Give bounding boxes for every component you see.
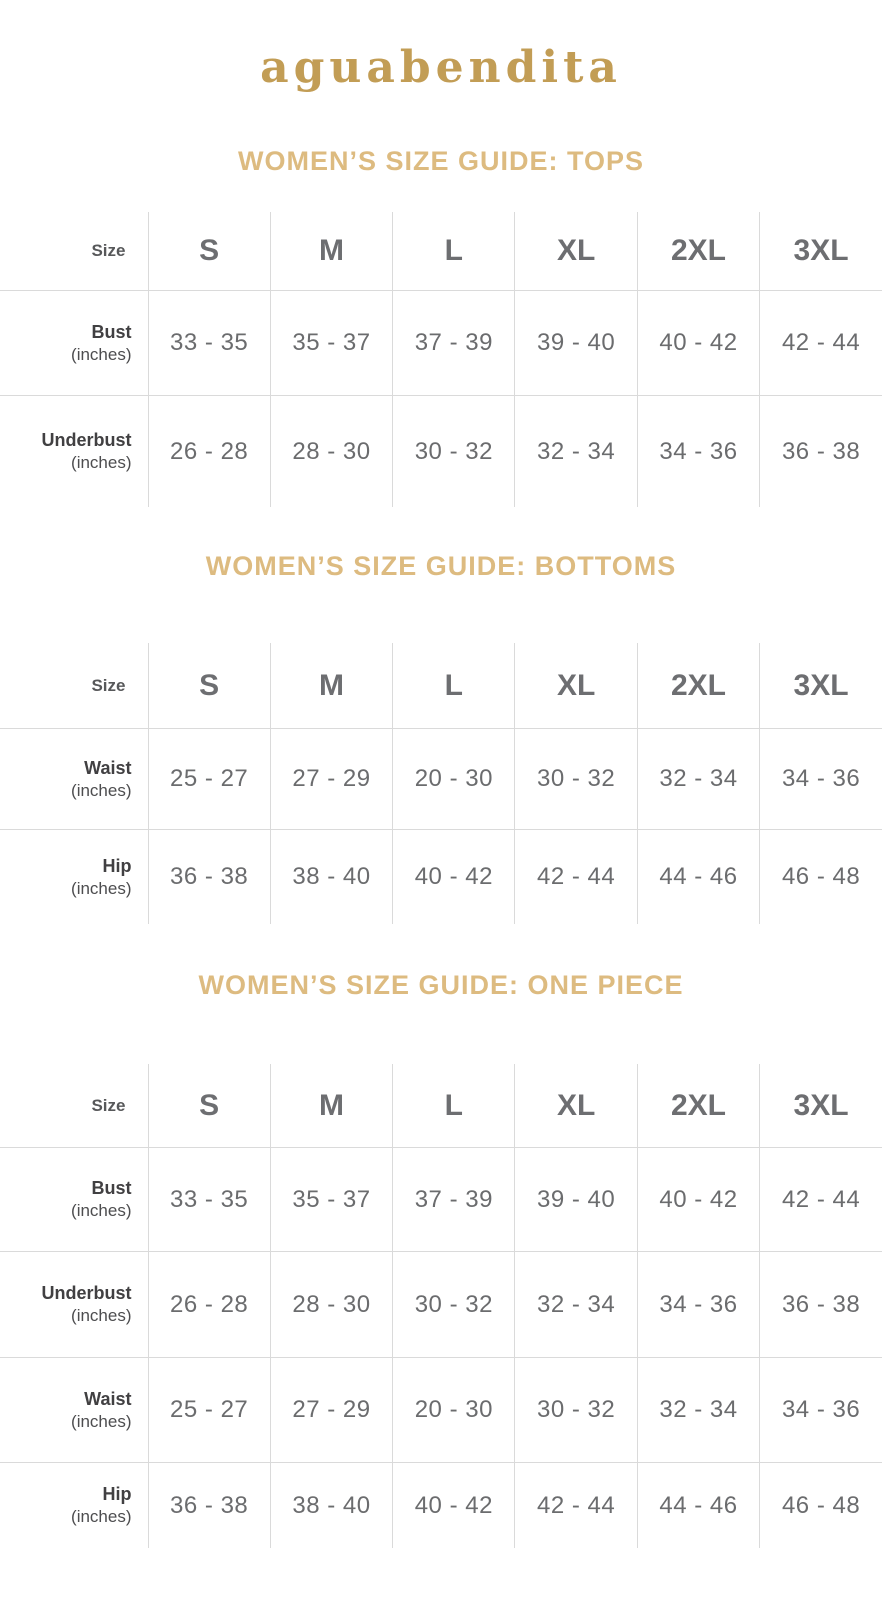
value-cell: 32 - 34 (637, 1358, 759, 1463)
value-cell: 30 - 32 (393, 396, 515, 508)
measurement-name: Bust (91, 321, 132, 342)
row-label-waist (0, 729, 148, 830)
table-header-row (0, 212, 882, 291)
table-header-row (0, 643, 882, 729)
value-cell: 38 - 40 (270, 830, 392, 925)
column-header-2xl: 2XL (637, 212, 759, 291)
value-cell: 27 - 29 (270, 1358, 392, 1463)
value-cell: 34 - 36 (760, 1358, 882, 1463)
value-cell: 32 - 34 (637, 729, 759, 830)
value-cell: 32 - 34 (515, 396, 637, 508)
section-title-one-piece: WOMEN’S SIZE GUIDE: ONE PIECE (198, 970, 684, 1000)
value-cell: 27 - 29 (270, 729, 392, 830)
section-title-bottoms: WOMEN’S SIZE GUIDE: BOTTOMS (205, 551, 677, 581)
value-cell: 30 - 32 (515, 1358, 637, 1463)
value-cell: 44 - 46 (637, 1463, 759, 1549)
measurement-name: Underbust (41, 430, 132, 450)
table-row-waist (0, 1358, 882, 1463)
value-cell: 33 - 35 (148, 291, 270, 396)
measurement-unit: (inches) (71, 1411, 132, 1431)
column-header-xl: XL (515, 212, 637, 291)
value-cell: 33 - 35 (148, 1148, 270, 1252)
row-label-waist (0, 1358, 148, 1463)
table-row-underbust (0, 396, 882, 508)
value-cell: 30 - 32 (515, 729, 637, 830)
value-cell: 36 - 38 (148, 830, 270, 925)
value-cell: 46 - 48 (760, 830, 882, 925)
measurement-unit: (inches) (71, 878, 132, 898)
value-cell: 39 - 40 (515, 291, 637, 396)
table-row-hip (0, 1463, 882, 1549)
value-cell: 32 - 34 (515, 1252, 637, 1358)
value-cell: 42 - 44 (760, 1148, 882, 1252)
measurement-name: Waist (84, 1388, 132, 1409)
value-cell: 36 - 38 (760, 396, 882, 508)
size-corner-label: Size (0, 643, 148, 729)
value-cell: 40 - 42 (393, 830, 515, 925)
brand-logo: aguabendita (260, 42, 622, 93)
size-table-bottoms (0, 643, 882, 924)
measurement-unit: (inches) (71, 1201, 132, 1220)
measurement-name: Hip (102, 855, 132, 876)
table-row-bust (0, 291, 882, 396)
value-cell: 46 - 48 (760, 1463, 882, 1549)
column-header-l: L (393, 1064, 515, 1148)
column-header-m: M (270, 1064, 392, 1148)
value-cell: 36 - 38 (760, 1252, 882, 1358)
column-header-l: L (393, 643, 515, 729)
value-cell: 42 - 44 (760, 291, 882, 396)
value-cell: 44 - 46 (637, 830, 759, 925)
table-row-hip (0, 830, 882, 925)
table-row-underbust (0, 1252, 882, 1358)
row-label-hip (0, 830, 148, 925)
value-cell: 37 - 39 (393, 291, 515, 396)
value-cell: 37 - 39 (393, 1148, 515, 1252)
column-header-xl: XL (515, 1064, 637, 1148)
value-cell: 20 - 30 (393, 729, 515, 830)
value-cell: 39 - 40 (515, 1148, 637, 1252)
value-cell: 26 - 28 (148, 1252, 270, 1358)
column-header-2xl: 2XL (637, 643, 759, 729)
row-label-bust (0, 291, 148, 396)
column-header-xl: XL (515, 643, 637, 729)
value-cell: 28 - 30 (270, 396, 392, 508)
measurement-name: Underbust (41, 1283, 132, 1303)
size-table-tops (0, 212, 882, 507)
measurement-unit: (inches) (71, 453, 132, 472)
column-header-m: M (270, 643, 392, 729)
section-title-tops: WOMEN’S SIZE GUIDE: TOPS (237, 146, 645, 176)
value-cell: 40 - 42 (637, 1148, 759, 1252)
value-cell: 34 - 36 (637, 396, 759, 508)
column-header-s: S (148, 1064, 270, 1148)
value-cell: 36 - 38 (148, 1463, 270, 1549)
measurement-unit: (inches) (71, 344, 132, 364)
column-header-s: S (148, 212, 270, 291)
value-cell: 35 - 37 (270, 1148, 392, 1252)
size-corner-label: Size (0, 1064, 148, 1148)
measurement-name: Bust (91, 1178, 132, 1198)
column-header-l: L (393, 212, 515, 291)
size-table-one-piece (0, 1064, 882, 1548)
value-cell: 42 - 44 (515, 1463, 637, 1549)
row-label-underbust (0, 396, 148, 508)
column-header-3xl: 3XL (760, 1064, 882, 1148)
size-corner-label: Size (0, 212, 148, 291)
value-cell: 20 - 30 (393, 1358, 515, 1463)
table-header-row (0, 1064, 882, 1148)
measurement-name: Hip (102, 1484, 132, 1504)
row-label-underbust (0, 1252, 148, 1358)
column-header-3xl: 3XL (760, 212, 882, 291)
measurement-name: Waist (84, 757, 132, 778)
table-row-waist (0, 729, 882, 830)
value-cell: 25 - 27 (148, 729, 270, 830)
value-cell: 40 - 42 (637, 291, 759, 396)
value-cell: 42 - 44 (515, 830, 637, 925)
measurement-unit: (inches) (71, 1306, 132, 1325)
column-header-m: M (270, 212, 392, 291)
measurement-unit: (inches) (71, 780, 132, 800)
value-cell: 35 - 37 (270, 291, 392, 396)
measurement-unit: (inches) (71, 1507, 132, 1526)
column-header-2xl: 2XL (637, 1064, 759, 1148)
value-cell: 30 - 32 (393, 1252, 515, 1358)
row-label-bust (0, 1148, 148, 1252)
column-header-3xl: 3XL (760, 643, 882, 729)
table-row-bust (0, 1148, 882, 1252)
row-label-hip (0, 1463, 148, 1549)
column-header-s: S (148, 643, 270, 729)
value-cell: 34 - 36 (637, 1252, 759, 1358)
value-cell: 25 - 27 (148, 1358, 270, 1463)
value-cell: 28 - 30 (270, 1252, 392, 1358)
value-cell: 26 - 28 (148, 396, 270, 508)
value-cell: 40 - 42 (393, 1463, 515, 1549)
value-cell: 38 - 40 (270, 1463, 392, 1549)
value-cell: 34 - 36 (760, 729, 882, 830)
